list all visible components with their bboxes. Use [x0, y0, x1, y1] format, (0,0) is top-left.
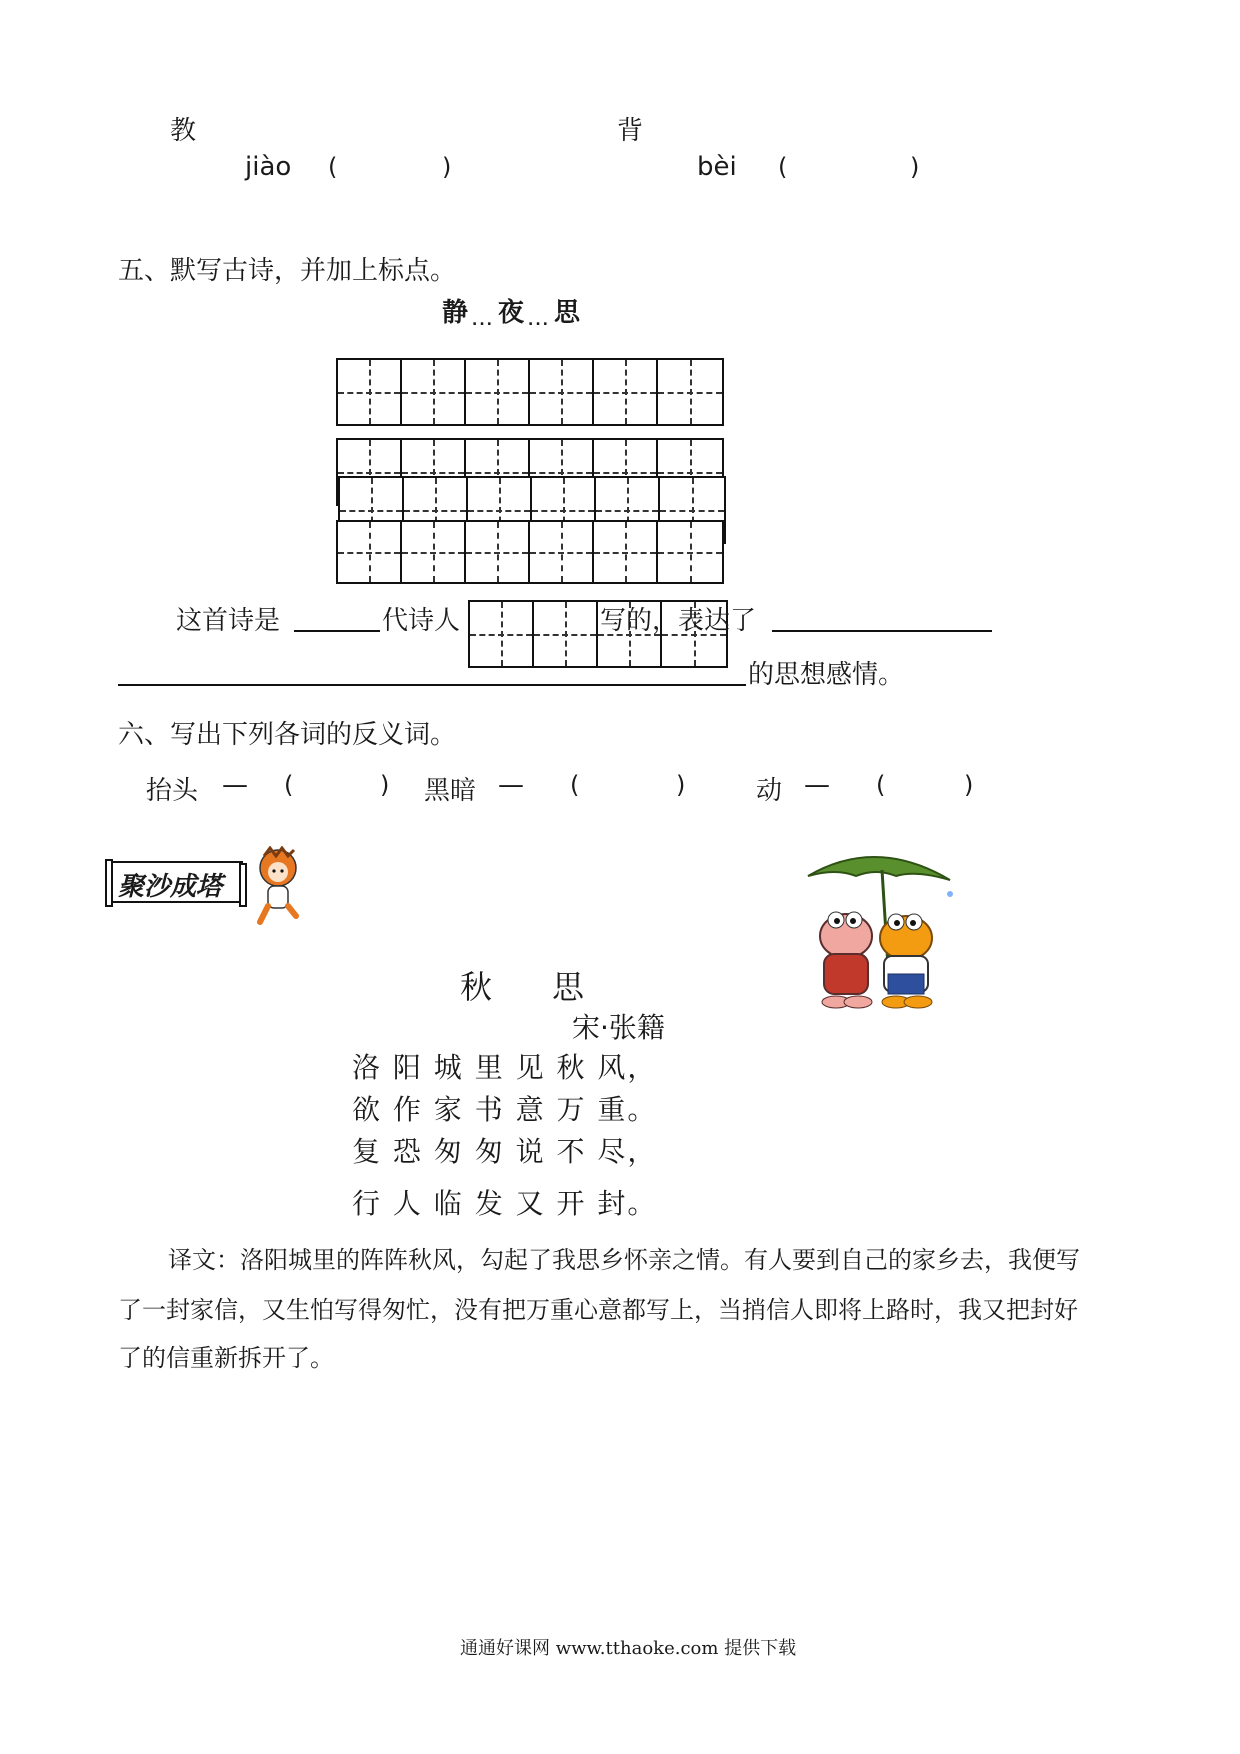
translation-line-2: 了一封家信，又生怕写得匆忙，没有把万重心意都写上，当捎信人即将上路时，我又把封好	[118, 1296, 1078, 1324]
sentence-part2: 代诗人	[382, 606, 461, 636]
translation-label: 译文：	[168, 1246, 240, 1274]
poem-line: 复 恐 匆 匆 说 不 尽，	[352, 1135, 658, 1168]
grid-cell[interactable]	[530, 522, 594, 582]
grid-cell[interactable]	[658, 360, 722, 424]
title-char: 静	[442, 298, 469, 328]
paren-close: )	[964, 771, 974, 799]
writing-grid-row4[interactable]	[336, 520, 724, 584]
grid-cell[interactable]	[594, 360, 658, 424]
footer-text: 通通好课网 www.tthaoke.com 提供下载	[460, 1638, 797, 1659]
banner-scroll	[104, 858, 248, 908]
poem-author: 宋·张籍	[572, 1011, 665, 1044]
antonym-dash: —	[498, 770, 524, 800]
translation-text: 洛阳城里的阵阵秋风，勾起了我思乡怀亲之情。有人要到自己的家乡去，我便写	[240, 1246, 1080, 1274]
paren-open: (	[876, 771, 886, 799]
blank-feeling[interactable]	[772, 630, 992, 632]
grid-cell[interactable]	[530, 360, 594, 424]
title-char: 思	[553, 298, 580, 328]
antonym-word: 抬头	[146, 776, 199, 806]
translation-line-3: 了的信重新拆开了。	[118, 1344, 334, 1372]
poem-title-char: 思	[552, 968, 585, 1006]
grid-cell[interactable]	[534, 602, 598, 666]
paren-close: )	[380, 771, 390, 799]
paren-close: )	[910, 153, 920, 181]
title-char: 夜	[497, 298, 524, 328]
section6-heading: 六、写出下列各词的反义词。	[118, 720, 457, 750]
translation-line-1	[168, 1240, 1080, 1275]
char-jiao: 教	[170, 116, 197, 146]
poem-line: 欲 作 家 书 意 万 重。	[352, 1093, 658, 1126]
blank-dynasty[interactable]	[294, 630, 380, 632]
poem-line: 洛 阳 城 里 见 秋 风，	[352, 1051, 658, 1084]
paren-open: (	[328, 153, 338, 181]
grid-cell[interactable]	[338, 360, 402, 424]
paren-open: (	[570, 771, 580, 799]
antonym-word: 动	[756, 776, 783, 806]
banner-label: 聚沙成塔	[118, 872, 223, 902]
paren-open: (	[284, 771, 294, 799]
antonym-dash: —	[222, 770, 248, 800]
antonym-dash: —	[804, 770, 830, 800]
sentence-part1: 这首诗是	[176, 606, 281, 636]
paren-close: )	[676, 771, 686, 799]
grid-cell[interactable]	[658, 522, 722, 582]
char-bei: 背	[617, 116, 644, 146]
frogs-leaf-icon	[796, 846, 960, 1018]
paren-close: )	[442, 153, 452, 181]
paren-open: (	[778, 153, 788, 181]
grid-cell[interactable]	[402, 522, 466, 582]
grid-cell[interactable]	[594, 522, 658, 582]
grid-cell[interactable]	[402, 360, 466, 424]
writing-grid-row1[interactable]	[336, 358, 724, 426]
pinyin-jiao: jiào	[245, 152, 292, 182]
grid-cell[interactable]	[466, 360, 530, 424]
poem-title-jingyesi	[442, 292, 580, 329]
poem-line: 行 人 临 发 又 开 封。	[352, 1187, 658, 1220]
antonym-word: 黑暗	[424, 776, 477, 806]
section5-heading: 五、默写古诗，并加上标点。	[118, 256, 457, 286]
poem-title-char: 秋	[460, 968, 493, 1006]
title-dots: ...	[528, 313, 550, 329]
grid-cell[interactable]	[466, 522, 530, 582]
sentence-part3: 写的，表达了	[600, 606, 757, 636]
pinyin-bei: bèi	[697, 152, 737, 182]
title-dots: ...	[472, 313, 494, 329]
blank-feeling-cont[interactable]	[118, 684, 746, 686]
grid-cell[interactable]	[338, 522, 402, 582]
grid-cell[interactable]	[470, 602, 534, 666]
sentence-part4: 的思想感情。	[748, 660, 905, 690]
fuwa-mascot-icon	[252, 846, 304, 930]
poem-title-qiusi	[460, 962, 584, 1008]
